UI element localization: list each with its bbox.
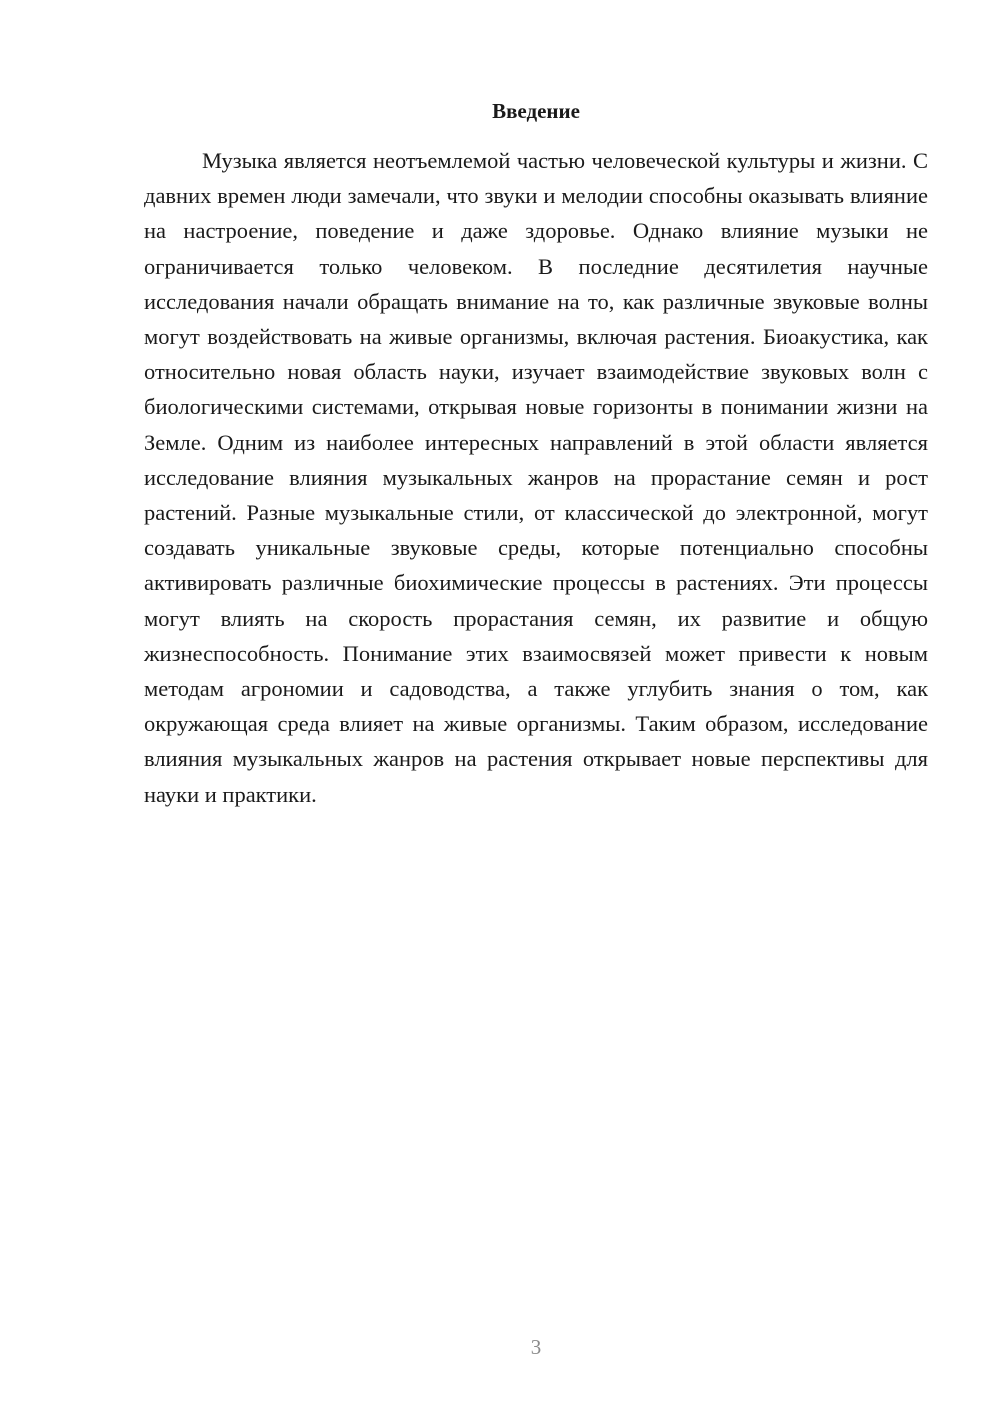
section-heading: Введение (492, 99, 580, 123)
page-number: 3 (530, 1335, 542, 1359)
body-paragraph: Музыка является неотъемлемой частью человеческой культуры и жизни. С давних времен люди замечали, что звуки и мелодии способны оказывать влияние на настроение, поведение и даже здоровье. Однако влияние музыки не ограничивается только человеком. В последние десятилетия научные исследования начали обращать внимание на то, как различные звуковые волны могут воздействовать на живые организмы, включая растения. Биоакустика, как относительно новая область науки, изучает взаимодействие звуковых волн с биологическими системами, открывая новые горизонты в понимании жизни на Земле. Одним из наиболее интересных направлений в этой области является исследование влияния музыкальных жанров на прорастание семян и рост растений. Разные музыкальные стили, от классической до электронной, могут создавать уникальные звуковые среды, которые потенциально способны активировать различные биохимические процессы в растениях. Эти процессы могут влиять на скорость прорастания семян, их развитие и общую жизнеспособность. Понимание этих взаимосвязей может привести к новым методам агрономии и садоводства, а также углубить знания о том, как окружающая среда влияет на живые организмы. Таким образом, исследование влияния музыкальных жанров на растения открывает новые перспективы для науки и практики. (144, 148, 928, 807)
